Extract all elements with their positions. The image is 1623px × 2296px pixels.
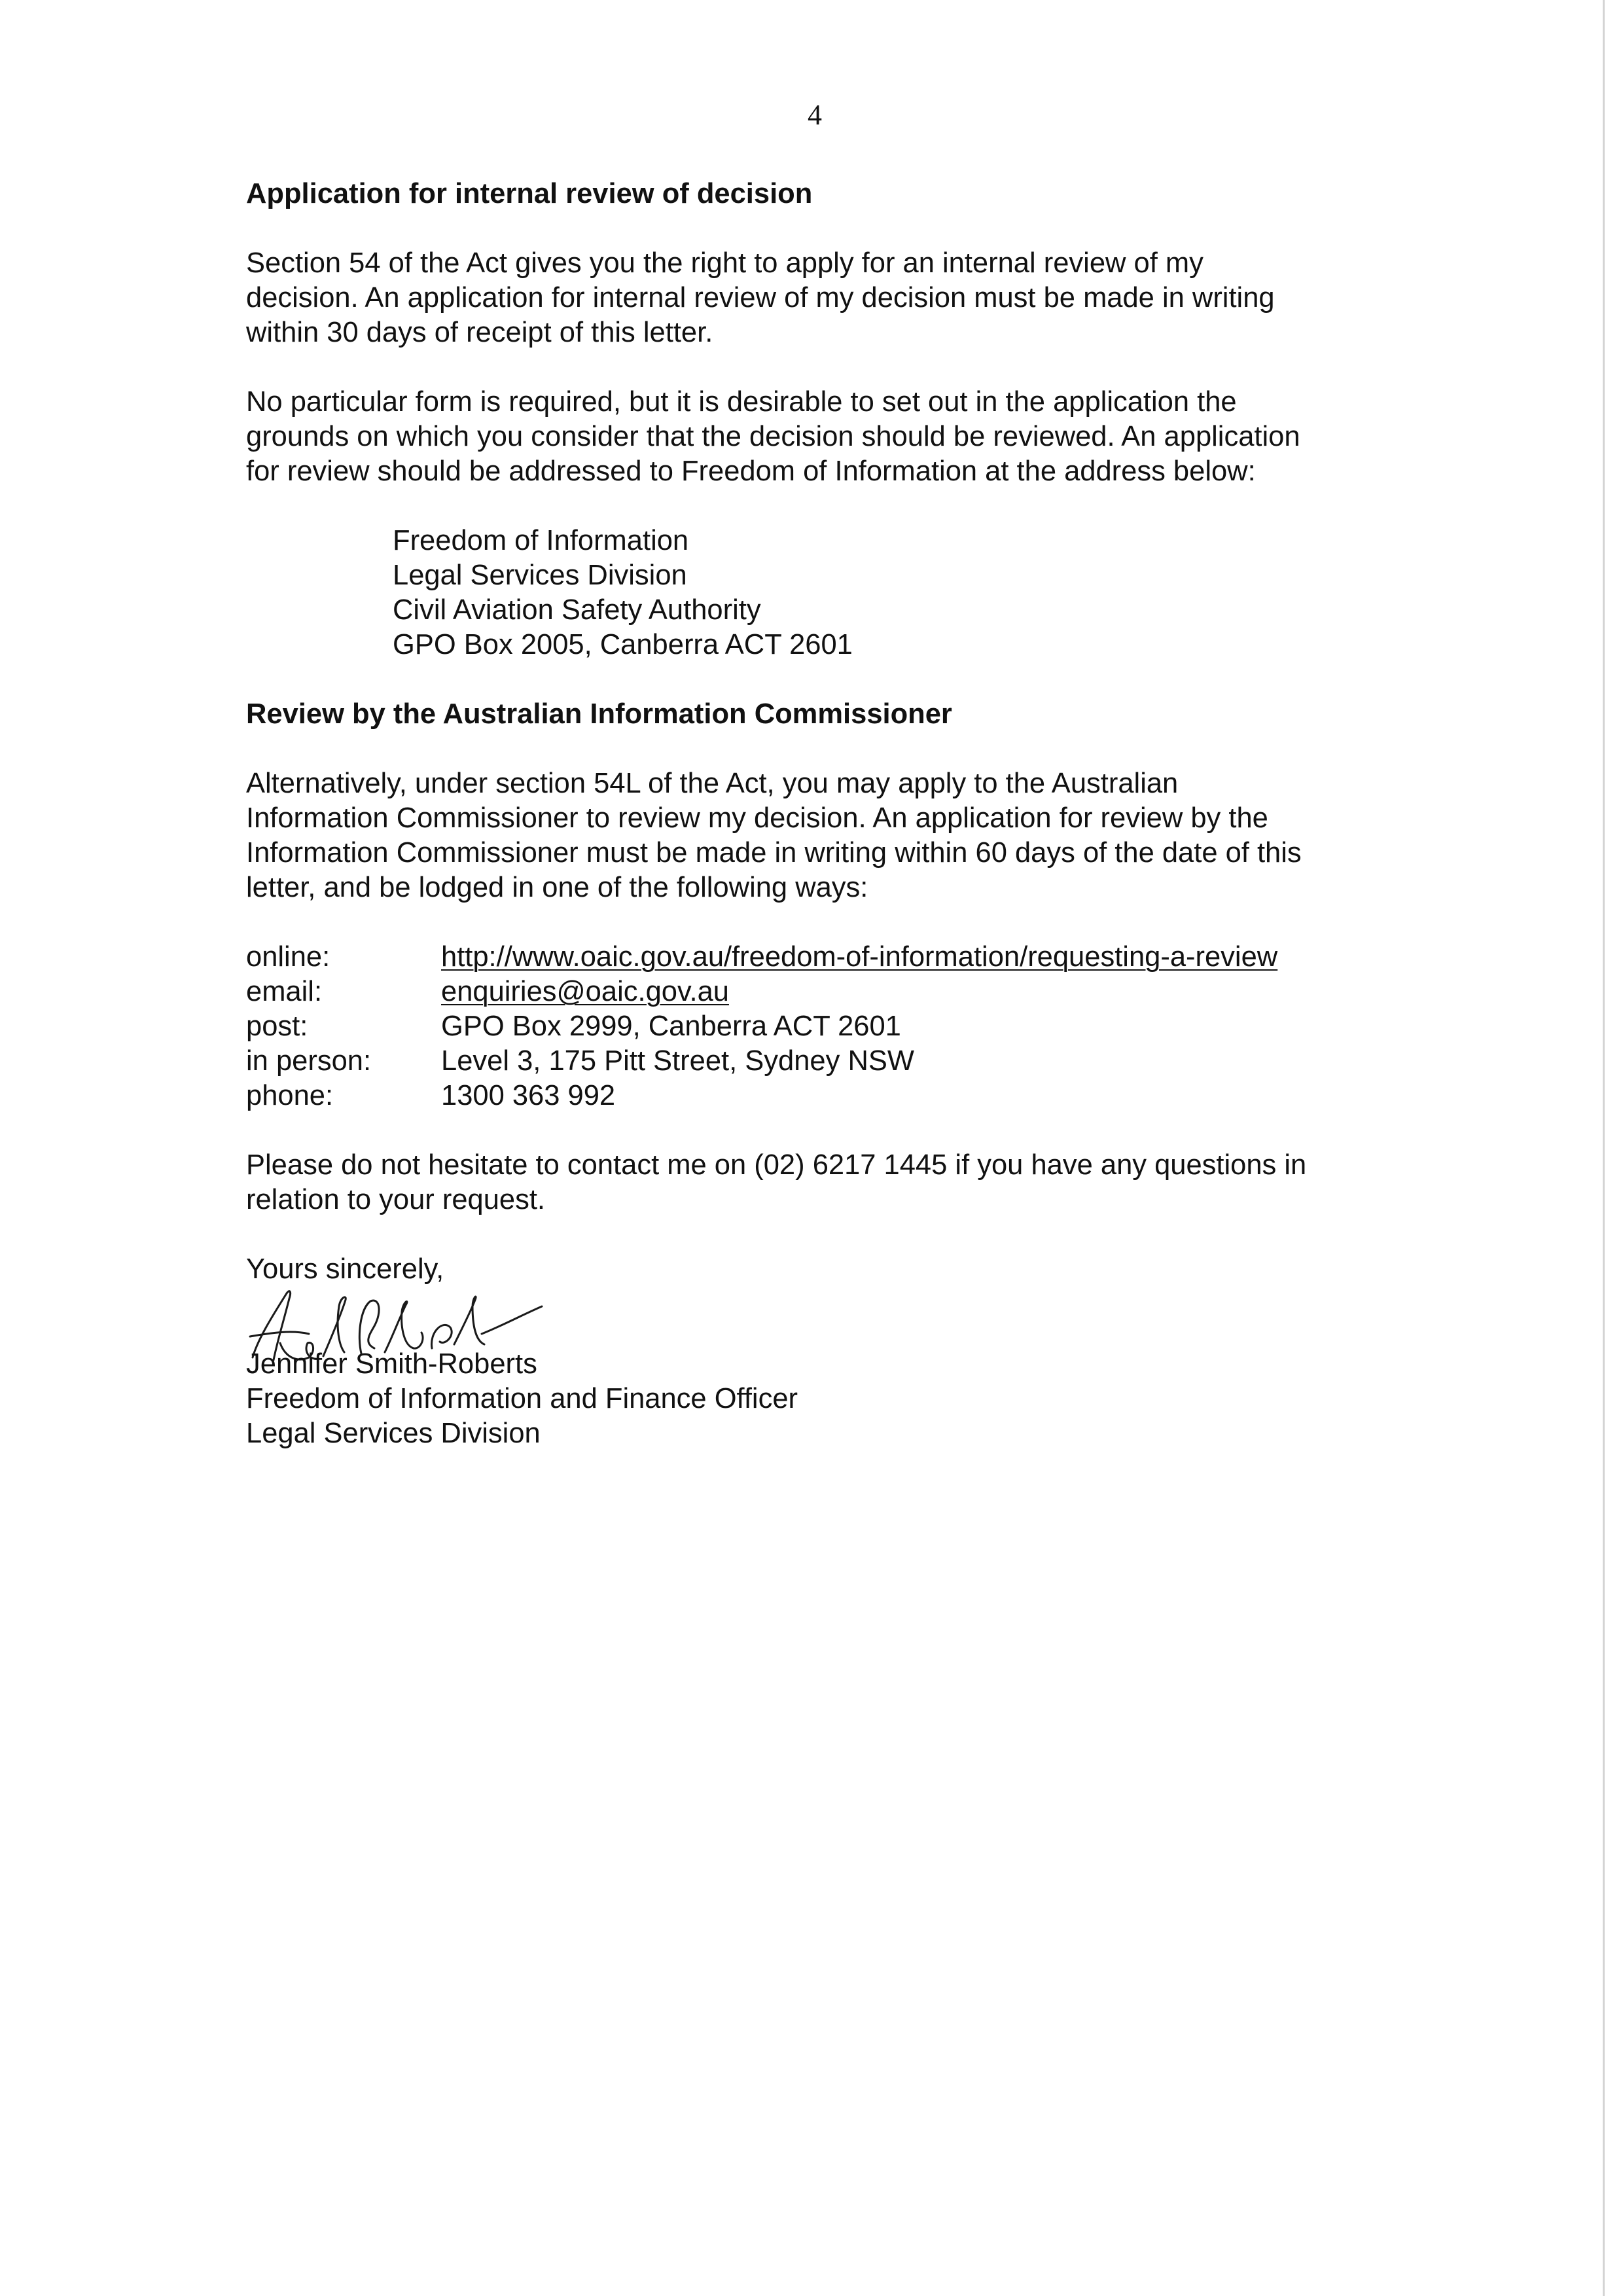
lodgement-label: email: xyxy=(246,976,323,1007)
internal-review-paragraph-1: Section 54 of the Act gives you the right to apply for an internal review of my decision. An application for internal review of my decision must be made in writing within 30 days of receipt of this letter. xyxy=(246,247,1275,348)
lodgement-label: in person: xyxy=(246,1045,372,1077)
letter-body xyxy=(246,177,1372,1451)
lodgement-row-phone xyxy=(246,1079,1277,1113)
lodgement-label: post: xyxy=(246,1011,308,1042)
page-number: 4 xyxy=(808,99,822,131)
oaic-email-link[interactable]: enquiries@oaic.gov.au xyxy=(441,976,729,1007)
address-line: Freedom of Information xyxy=(393,525,689,556)
lodgement-methods-table xyxy=(246,940,1277,1113)
address-line: Legal Services Division xyxy=(393,560,687,591)
address-line: Civil Aviation Safety Authority xyxy=(393,594,761,626)
oaic-review-link[interactable]: http://www.oaic.gov.au/freedom-of-information/requesting-a-review xyxy=(441,941,1278,973)
signatory-title: Freedom of Information and Finance Officer xyxy=(246,1383,798,1414)
lodgement-value: Level 3, 175 Pitt Street, Sydney NSW xyxy=(441,1045,914,1077)
signatory-division: Legal Services Division xyxy=(246,1418,541,1449)
internal-review-heading: Application for internal review of decision xyxy=(246,178,813,209)
address-line: GPO Box 2005, Canberra ACT 2601 xyxy=(393,629,853,660)
signatory-name: Jennifer Smith-Roberts xyxy=(246,1348,537,1380)
lodgement-row-online xyxy=(246,940,1277,975)
lodgement-label: phone: xyxy=(246,1080,334,1111)
lodgement-label: online: xyxy=(246,941,330,973)
commissioner-review-heading: Review by the Australian Information Commissioner xyxy=(246,698,952,730)
lodgement-value: GPO Box 2999, Canberra ACT 2601 xyxy=(441,1011,901,1042)
foi-address-block xyxy=(393,524,1372,662)
signatory-block xyxy=(246,1347,1372,1451)
salutation: Yours sincerely, xyxy=(246,1253,444,1285)
internal-review-paragraph-2: No particular form is required, but it is desirable to set out in the application the grounds on which you consider that the decision should be reviewed. An application for review should be addressed to Freedom of Information at the address below: xyxy=(246,386,1300,487)
lodgement-row-post xyxy=(246,1009,1277,1044)
contact-paragraph: Please do not hesitate to contact me on (02) 6217 1445 if you have any questions in relation to your request. xyxy=(246,1149,1307,1215)
lodgement-row-email xyxy=(246,975,1277,1009)
commissioner-review-paragraph: Alternatively, under section 54L of the Act, you may apply to the Australian Information Commissioner to review my decision. An application for review by the Information Commissioner must be made in writing within 60 days of the date of this letter, and be lodged in one of the following ways: xyxy=(246,768,1302,903)
lodgement-value: 1300 363 992 xyxy=(441,1080,616,1111)
page-edge xyxy=(1603,0,1605,2296)
lodgement-row-in-person xyxy=(246,1044,1277,1079)
